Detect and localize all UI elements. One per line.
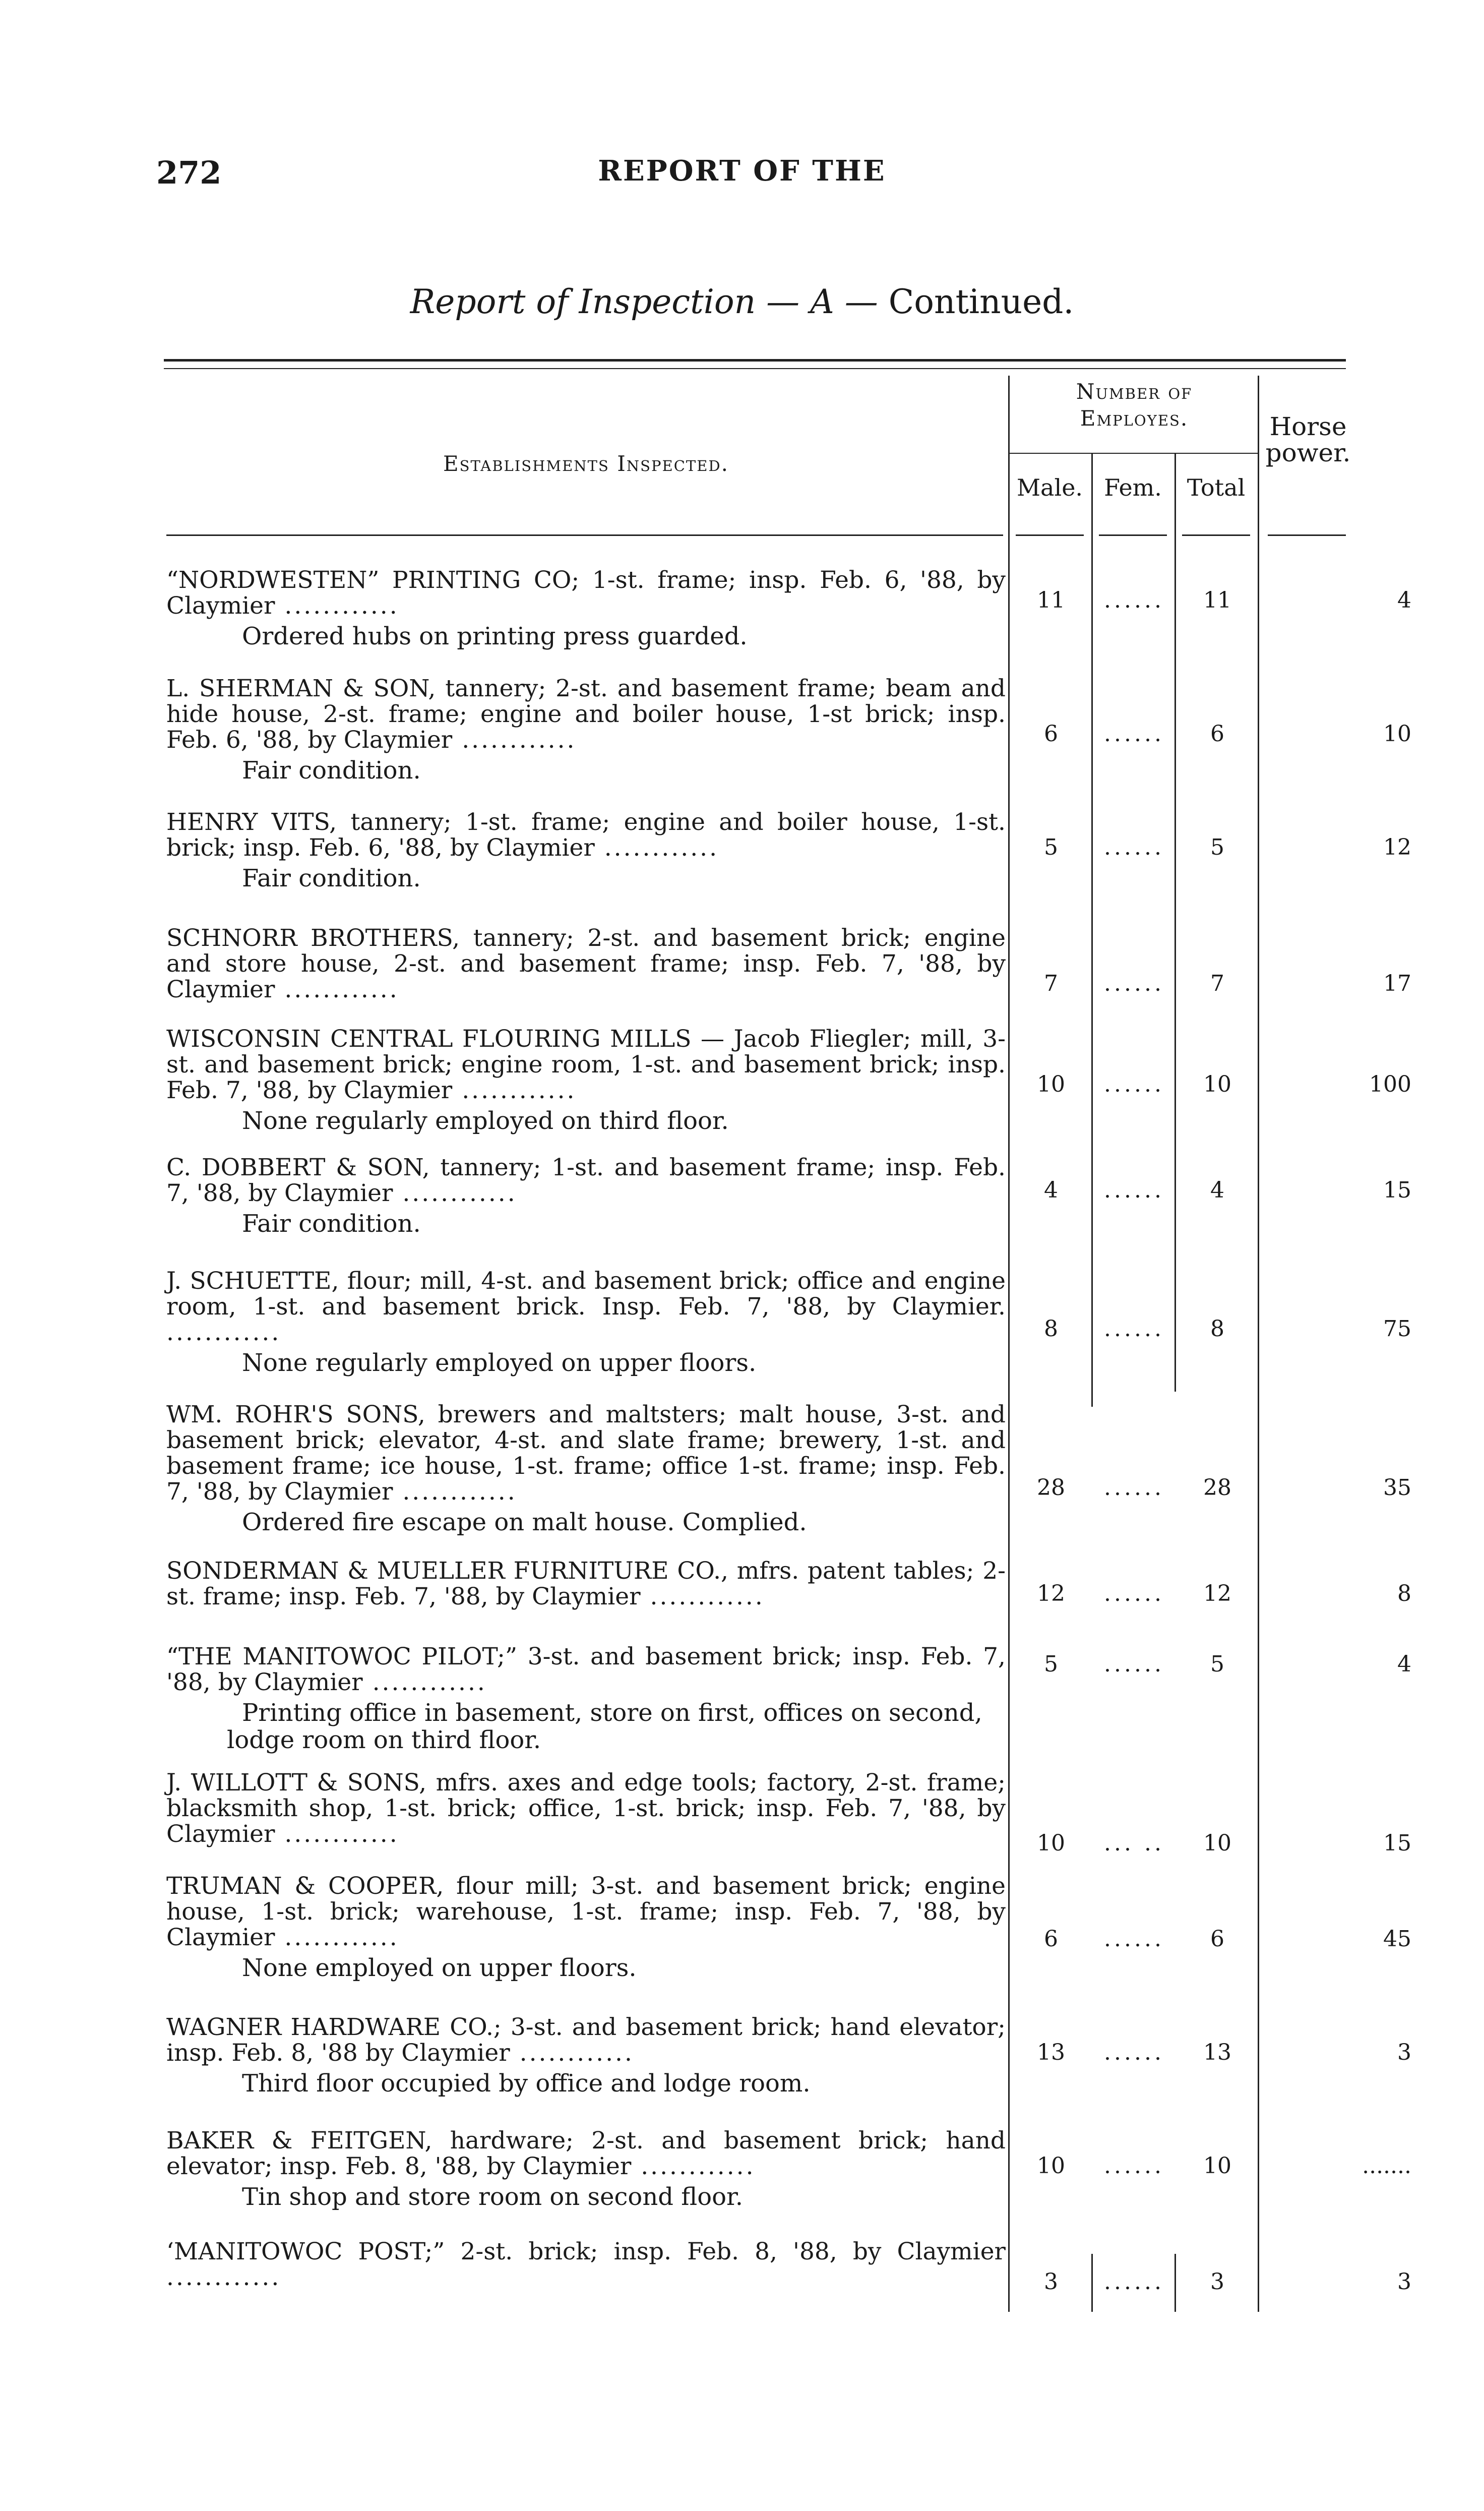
horse-power: 45	[1383, 1926, 1411, 1952]
establishment-name: “NORDWESTEN” PRINTING CO;	[166, 566, 580, 594]
leader-dots: ............	[275, 592, 399, 620]
male-count: 10	[1037, 1071, 1065, 1097]
leader-dots: ............	[393, 1478, 517, 1506]
inspection-note: Fair condition.	[242, 756, 421, 785]
horse-power: 17	[1383, 971, 1411, 996]
total-count: 10	[1203, 2153, 1231, 2179]
entry	[166, 2128, 1006, 2210]
male-count: 12	[1037, 1581, 1065, 1606]
female-count: ......	[1104, 1581, 1164, 1606]
leader-dots: ............	[631, 2153, 756, 2180]
entry	[166, 1558, 1006, 1609]
male-count: 10	[1037, 2153, 1065, 2179]
establishment-details: brewers and maltsters; malt house, 3-st. and basement brick; elevator, 4-st. and slate frame; brewery, 1-st. and basement frame; ice house, 1-st. frame; office 1-st. frame; insp. Feb. 7, '88, by Claymier	[166, 1401, 1006, 1506]
page-number: 272	[156, 154, 222, 191]
male-count: 10	[1037, 1830, 1065, 1856]
establishment-details: hardware; 2-st. and basement brick; hand elevator; insp. Feb. 8, '88, by Claymier	[166, 2127, 1006, 2180]
colhead-rule-total	[1182, 534, 1250, 536]
entry-description	[166, 809, 1006, 861]
total-count: 10	[1203, 1071, 1231, 1097]
column-line-2	[1091, 454, 1093, 1407]
establishment-details: 3-st. and basement brick; hand elevator; insp. Feb. 8, '88 by Claymier	[166, 2013, 1006, 2067]
female-count: ......	[1104, 1651, 1164, 1677]
inspection-note: Ordered fire escape on malt house. Complied.	[242, 1508, 807, 1536]
establishment-details: tannery; 1-st. and basement frame; insp. Feb. 7, '88, by Claymier	[166, 1154, 1006, 1207]
male-count: 4	[1044, 1177, 1058, 1203]
entry	[166, 1268, 1006, 1377]
entry-description	[166, 567, 1006, 619]
establishment-details: 3-st. and basement brick; insp. Feb. 7, '88, by Claymier	[166, 1643, 1006, 1696]
leader-dots: ............	[452, 1077, 577, 1104]
male-count: 6	[1044, 721, 1058, 747]
leader-dots: ............	[640, 1583, 765, 1610]
male-count: 7	[1044, 971, 1058, 996]
entry	[166, 1155, 1006, 1237]
colhead-rule-hp	[1268, 534, 1346, 536]
female-count: ......	[1104, 587, 1164, 613]
total-count: 8	[1210, 1316, 1224, 1342]
female-count: ......	[1104, 1475, 1164, 1501]
column-line-3	[1174, 454, 1176, 1392]
column-line-4	[1258, 376, 1259, 2312]
header-power: power.	[1265, 438, 1351, 467]
entry-description	[166, 1873, 1006, 1950]
leader-dots: ............	[275, 1820, 399, 1848]
establishment-name: SCHNORR BROTHERS,	[166, 924, 460, 952]
entry-description	[166, 2128, 1006, 2179]
colhead-rule-male	[1016, 534, 1084, 536]
entry	[166, 676, 1006, 784]
entry	[166, 925, 1006, 1002]
entry-description	[166, 1155, 1006, 1206]
total-count: 6	[1210, 721, 1224, 747]
leader-dots: ............	[510, 2039, 634, 2067]
entry	[166, 2239, 1006, 2290]
horse-power: 4	[1397, 587, 1411, 613]
horse-power: 12	[1383, 834, 1411, 860]
header-horse: Horse	[1269, 412, 1347, 441]
establishment-name: SONDERMAN & MUELLER FURNITURE CO.,	[166, 1557, 728, 1585]
entry-description	[166, 925, 1006, 1002]
establishment-name: ‘MANITOWOC POST;”	[166, 2238, 445, 2265]
female-count: ......	[1104, 1177, 1164, 1203]
female-count: ......	[1104, 1316, 1164, 1342]
total-count: 13	[1203, 2040, 1231, 2065]
establishment-details: 1-st. frame; insp. Feb. 6, '88, by Claymier	[166, 566, 1006, 620]
leader-dots: ............	[275, 976, 399, 1003]
colhead-rule-estab	[166, 534, 1003, 536]
male-count: 6	[1044, 1926, 1058, 1952]
establishment-details: tannery; 2-st. and basement brick; engine and store house, 2-st. and basement frame; insp. Feb. 7, '88, by Claymier	[166, 924, 1006, 1003]
leader-dots: ............	[452, 726, 577, 754]
report-title-italic: Report of Inspection — A —	[410, 282, 878, 321]
female-count: ......	[1104, 2040, 1164, 2065]
inspection-note: None employed on upper floors.	[242, 1954, 637, 1982]
establishment-details: — Jacob Fliegler; mill, 3-st. and basement brick; engine room, 1-st. and basement brick; insp. Feb. 7, '88, by Claymier	[166, 1025, 1006, 1104]
leader-dots: ............	[594, 834, 719, 862]
total-count: 5	[1210, 1651, 1224, 1677]
total-count: 28	[1203, 1475, 1231, 1501]
total-count: 6	[1210, 1926, 1224, 1952]
header-male: Male.	[1016, 474, 1083, 501]
establishment-name: “THE MANITOWOC PILOT;”	[166, 1643, 517, 1670]
entry	[166, 1026, 1006, 1134]
total-count: 10	[1203, 1830, 1231, 1856]
entry	[166, 1873, 1006, 1982]
establishment-name: TRUMAN & COOPER,	[166, 1872, 444, 1900]
horse-power: 3	[1397, 2269, 1411, 2295]
inspection-note: Fair condition.	[242, 864, 421, 892]
establishment-name: C. DOBBERT & SON,	[166, 1154, 430, 1181]
establishment-details: 2-st. brick; insp. Feb. 8, '88, by Claymier	[445, 2238, 1006, 2265]
entry	[166, 1644, 1006, 1754]
leader-dots: ............	[275, 1924, 399, 1951]
female-count: ......	[1104, 1071, 1164, 1097]
female-count: ... ..	[1104, 1830, 1164, 1856]
horse-power: 4	[1397, 1651, 1411, 1677]
entry	[166, 1770, 1006, 1847]
establishment-details: flour mill; 3-st. and basement brick; engine house, 1-st. brick; warehouse, 1-st. frame; insp. Feb. 7, '88, by Claymier	[166, 1872, 1006, 1951]
male-count: 5	[1044, 1651, 1058, 1677]
total-count: 7	[1210, 971, 1224, 996]
establishment-name: J. WILLOTT & SONS,	[166, 1769, 427, 1797]
leader-dots: ............	[166, 2263, 281, 2291]
establishment-name: WAGNER HARDWARE CO.;	[166, 2013, 502, 2041]
inspection-note: None regularly employed on third floor.	[242, 1107, 729, 1135]
header-employes: Employes.	[1080, 406, 1189, 431]
entry-description	[166, 1268, 1006, 1345]
header-total: Total	[1187, 474, 1246, 501]
header-number-of: Number of	[1076, 379, 1193, 404]
total-count: 3	[1210, 2269, 1224, 2295]
inspection-note: Fair condition.	[242, 1210, 421, 1238]
total-count: 5	[1210, 834, 1224, 860]
entry	[166, 1402, 1006, 1536]
entry	[166, 2014, 1006, 2097]
male-count: 3	[1044, 2269, 1058, 2295]
male-count: 28	[1037, 1475, 1065, 1501]
employes-rule	[1008, 453, 1258, 454]
male-count: 13	[1037, 2040, 1065, 2065]
establishment-name: WM. ROHR'S SONS,	[166, 1401, 425, 1428]
leader-dots: ............	[393, 1179, 517, 1207]
header-establishments: Establishments Inspected.	[443, 451, 729, 476]
female-count: ......	[1104, 2269, 1164, 2295]
establishment-name: BAKER & FEITGEN,	[166, 2127, 432, 2155]
female-count: ......	[1104, 721, 1164, 747]
top-rule-thin	[164, 368, 1346, 369]
entry	[166, 809, 1006, 892]
inspection-note: Tin shop and store room on second floor.	[242, 2183, 743, 2211]
female-count: ......	[1104, 1926, 1164, 1952]
establishment-name: L. SHERMAN & SON,	[166, 675, 436, 702]
horse-power: .......	[1362, 2153, 1411, 2179]
horse-power: 75	[1383, 1316, 1411, 1342]
column-line-3b	[1174, 2254, 1176, 2312]
report-title-roman: Continued.	[888, 282, 1074, 321]
entry-description	[166, 1558, 1006, 1609]
inspection-note: Third floor occupied by office and lodge room.	[242, 2069, 811, 2098]
horse-power: 15	[1383, 1830, 1411, 1856]
inspection-note: Ordered hubs on printing press guarded.	[242, 622, 748, 650]
entry-description	[166, 1402, 1006, 1505]
running-head: REPORT OF THE	[598, 154, 886, 188]
inspection-note: None regularly employed on upper floors.	[242, 1349, 757, 1377]
establishment-details: tannery; 2-st. and basement frame; beam and hide house, 2-st. frame; engine and boiler house, 1-st brick; insp. Feb. 6, '88, by Claymier	[166, 675, 1006, 754]
male-count: 5	[1044, 834, 1058, 860]
entry	[166, 567, 1006, 650]
horse-power: 15	[1383, 1177, 1411, 1203]
horse-power: 10	[1383, 721, 1411, 747]
column-line-1	[1008, 376, 1010, 2312]
total-count: 12	[1203, 1581, 1231, 1606]
colhead-rule-fem	[1099, 534, 1167, 536]
entry-description	[166, 1644, 1006, 1695]
entry-description	[166, 2239, 1006, 2290]
establishment-details: tannery; 1-st. frame; engine and boiler house, 1-st. brick; insp. Feb. 6, '88, by Claymier	[166, 808, 1006, 862]
horse-power: 8	[1397, 1581, 1411, 1606]
male-count: 8	[1044, 1316, 1058, 1342]
column-line-2b	[1091, 2254, 1093, 2312]
entry-description	[166, 2014, 1006, 2066]
horse-power: 3	[1397, 2040, 1411, 2065]
establishment-name: HENRY VITS,	[166, 808, 337, 836]
horse-power: 100	[1369, 1071, 1411, 1097]
header-fem: Fem.	[1104, 474, 1162, 501]
establishment-name: WISCONSIN CENTRAL FLOURING MILLS	[166, 1025, 692, 1053]
inspection-note: Printing office in basement, store on first, offices on second, lodge room on third floor.	[227, 1699, 982, 1754]
male-count: 11	[1037, 587, 1065, 613]
entry-description	[166, 1770, 1006, 1847]
establishment-details: mfrs. patent tables; 2-st. frame; insp. Feb. 7, '88, by Claymier	[166, 1557, 1006, 1610]
establishment-details: flour; mill, 4-st. and basement brick; office and engine room, 1-st. and basement brick. Insp. Feb. 7, '88, by Claymier.	[166, 1267, 1006, 1321]
entry-description	[166, 1026, 1006, 1103]
entry-description	[166, 676, 1006, 753]
total-count: 11	[1203, 587, 1231, 613]
horse-power: 35	[1383, 1475, 1411, 1501]
top-rule-thick	[164, 359, 1346, 362]
leader-dots: ............	[362, 1668, 487, 1696]
total-count: 4	[1210, 1177, 1224, 1203]
leader-dots: ............	[166, 1319, 281, 1346]
female-count: ......	[1104, 834, 1164, 860]
report-title	[0, 282, 1484, 321]
female-count: ......	[1104, 971, 1164, 996]
female-count: ......	[1104, 2153, 1164, 2179]
establishment-details: mfrs. axes and edge tools; factory, 2-st. frame; blacksmith shop, 1-st. brick; office, 1-st. brick; insp. Feb. 7, '88, by Claymier	[166, 1769, 1006, 1848]
establishment-name: J. SCHUETTE,	[166, 1267, 339, 1295]
